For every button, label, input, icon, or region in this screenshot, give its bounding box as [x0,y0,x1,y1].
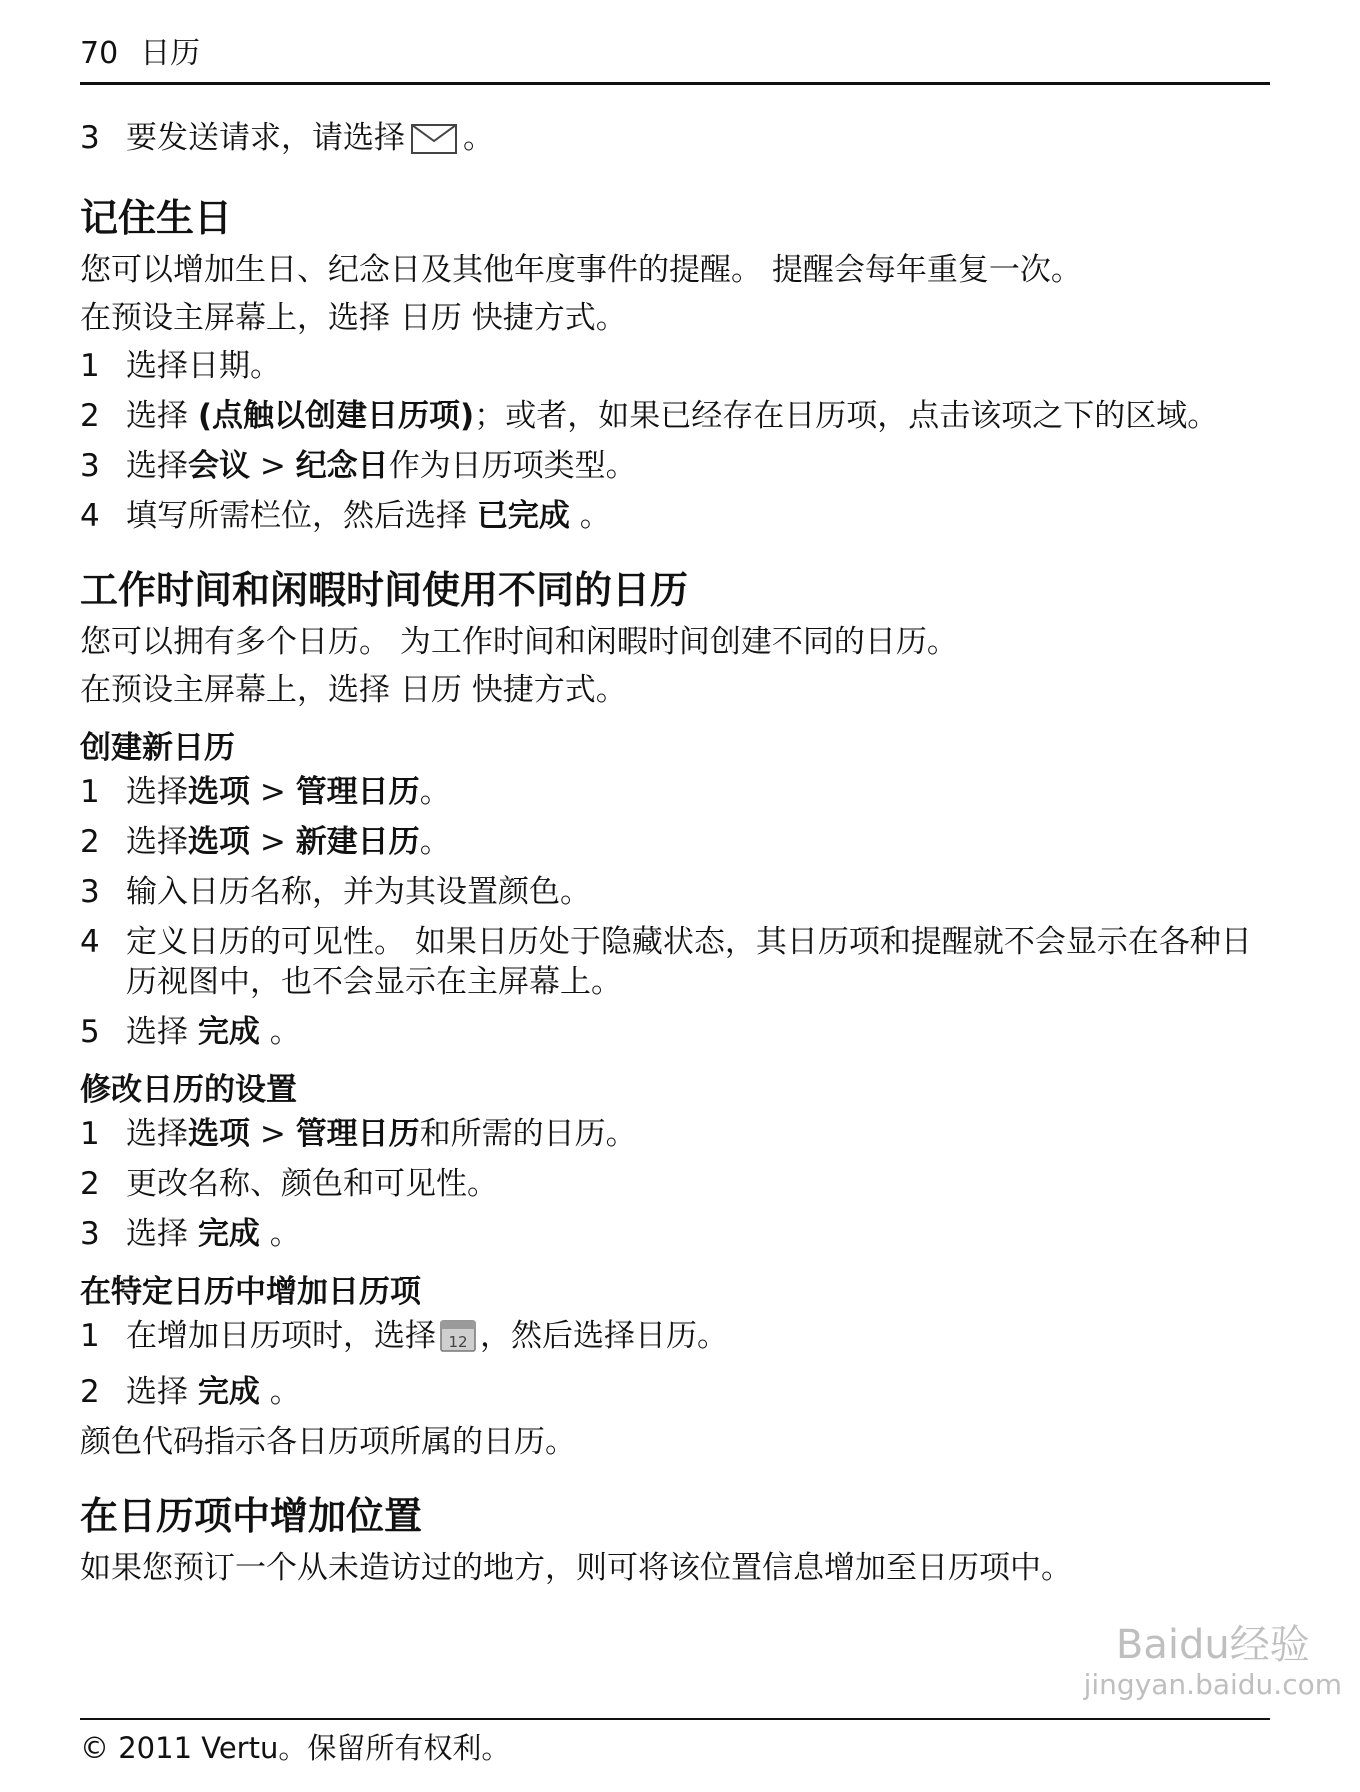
text-run: 作为日历项类型。 [388,448,637,484]
subsection-title-modify: 修改日历的设置 [80,1072,297,1108]
paragraph: 您可以拥有多个日历。 为工作时间和闲暇时间创建不同的日历。 [80,624,958,660]
text-run: 。 [419,774,451,810]
step-number: 3 [80,448,100,484]
section-title-calendars: 工作时间和闲暇时间使用不同的日历 [80,568,689,612]
step-number: 1 [80,1116,100,1152]
step-number: 2 [80,824,100,860]
step-text [126,1372,1270,1412]
envelope-icon [411,124,457,164]
ui-term: 完成 [197,1374,260,1410]
text-run: 。 [259,1216,301,1252]
text-run: 选择 [126,774,188,810]
text-run: 选择 [126,1374,198,1410]
text-run: 选择 [126,1014,198,1050]
text-run: 选择 [126,448,188,484]
step-text [126,446,1270,486]
ui-term: 完成 [197,1014,260,1050]
text-run: 。 [419,824,451,860]
ui-term: 管理日历 [295,774,420,810]
footer-rule [80,1718,1270,1720]
step-number: 3 [80,1216,100,1252]
paragraph: 在预设主屏幕上，选择 日历 快捷方式。 [80,672,627,708]
step-number: 4 [80,924,100,960]
list-item [80,772,1270,812]
text-run: 。 [259,1374,301,1410]
step-text [126,496,1270,536]
list-item [80,1372,1270,1412]
list-item [80,1114,1270,1154]
step-text [126,772,1270,812]
step-text [126,396,1270,436]
step-text [126,1316,1270,1362]
list-item [80,1316,1270,1362]
ui-term: 新建日历 [295,824,420,860]
ui-term: 会议 [188,448,250,484]
separator: > [250,1116,296,1152]
subsection-title-add-entry: 在特定日历中增加日历项 [80,1274,421,1310]
ui-term: 选项 [188,1116,250,1152]
page-body [80,118,1270,1596]
text-run: ，然后选择日历。 [480,1318,728,1354]
step-number: 4 [80,498,100,534]
text-run: 选择 [126,398,198,434]
step-number: 3 [80,874,100,910]
watermark-url: jingyan.baidu.com [1083,1668,1342,1701]
ui-term: 选项 [188,774,250,810]
text-run: 。 [569,498,611,534]
step-text [126,1114,1270,1154]
page-header [80,34,200,74]
step-text [126,118,1270,164]
separator: > [250,824,296,860]
header-section-title: 日历 [140,36,201,71]
ui-term: 完成 [197,1216,260,1252]
step-number: 2 [80,398,100,434]
list-item [80,1012,1270,1052]
ui-term: (点触以创建日历项) [197,398,475,434]
calendar-icon [440,1320,476,1362]
step-text [126,822,1270,862]
text-run: 选择 [126,824,188,860]
step-number: 5 [80,1014,100,1050]
step-text: 输入日历名称，并为其设置颜色。 [126,874,591,910]
step-number: 1 [80,1318,100,1354]
list-item [80,872,1270,912]
list-item [80,922,1270,1002]
step-text: 定义日历的可见性。 如果日历处于隐藏状态，其日历项和提醒就不会显示在各种日历视图中，也不会显示在主屏幕上。 [126,924,1252,1000]
calendar-icon-day: 12 [448,1333,468,1351]
step-text [126,1214,1270,1254]
text-run: 和所需的日历。 [419,1116,637,1152]
step-text: 更改名称、颜色和可见性。 [126,1166,498,1202]
text-run: 填写所需栏位，然后选择 [126,498,477,534]
watermark-brand: Baidu经验 [1115,1622,1310,1668]
list-item [80,396,1270,436]
text-run: 选择 [126,1216,198,1252]
paragraph: 您可以增加生日、纪念日及其他年度事件的提醒。 提醒会每年重复一次。 [80,252,1082,288]
section-title-location: 在日历项中增加位置 [80,1494,423,1538]
list-item [80,1214,1270,1254]
step-number: 1 [80,348,100,384]
step-text-before: 要发送请求，请选择 [126,120,405,156]
intro-step [80,118,1270,164]
subsection-title-create: 创建新日历 [80,730,235,766]
page-number: 70 [80,36,119,71]
copyright-footer: © 2011 Vertu。保留所有权利。 [80,1731,511,1765]
ui-term: 管理日历 [295,1116,420,1152]
step-text-after: 。 [463,120,494,156]
text-run: 在增加日历项时，选择 [126,1318,436,1354]
watermark [1084,1622,1342,1702]
list-item [80,496,1270,536]
ui-term: 选项 [188,824,250,860]
list-item [80,346,1270,386]
section-title-birthday: 记住生日 [80,196,233,240]
step-number: 2 [80,1374,100,1410]
ui-term: 纪念日 [295,448,389,484]
text-run: 选择 [126,1116,188,1152]
step-text: 选择日期。 [126,348,281,384]
step-text [126,1012,1270,1052]
paragraph: 如果您预订一个从未造访过的地方，则可将该位置信息增加至日历项中。 [80,1550,1072,1586]
paragraph: 颜色代码指示各日历项所属的日历。 [80,1424,576,1460]
step-number: 3 [80,120,100,156]
step-number: 2 [80,1166,100,1202]
step-number: 1 [80,774,100,810]
ui-term: 已完成 [476,498,570,534]
text-run: 。 [259,1014,301,1050]
text-run: ；或者，如果已经存在日历项，点击该项之下的区域。 [474,398,1219,434]
header-rule [80,82,1270,85]
separator: > [250,448,296,484]
paragraph: 在预设主屏幕上，选择 日历 快捷方式。 [80,300,627,336]
list-item [80,446,1270,486]
separator: > [250,774,296,810]
list-item [80,822,1270,862]
list-item [80,1164,1270,1204]
